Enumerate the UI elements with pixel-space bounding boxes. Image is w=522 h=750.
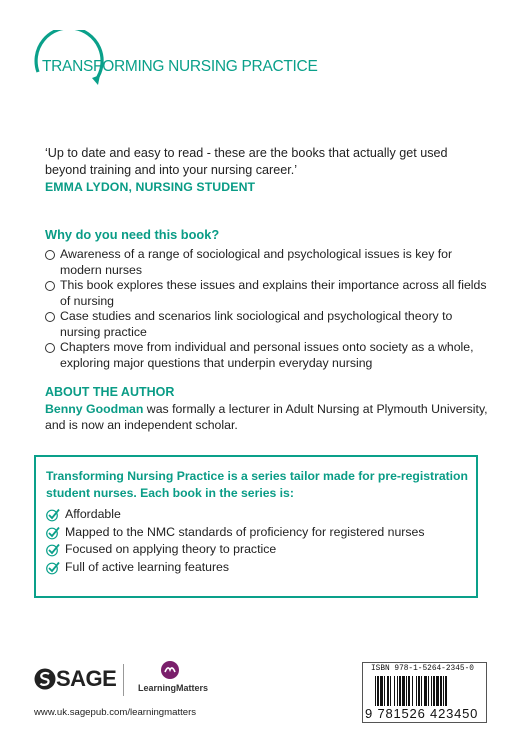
checkmark-icon: [46, 543, 60, 557]
about-text: [45, 401, 495, 433]
circle-bullet-icon: [45, 281, 55, 291]
barcode-number: 9 781526 423450: [365, 706, 479, 721]
list-item-text: Case studies and scenarios link sociological and psychological theory to nursing practice: [60, 309, 453, 339]
list-item: [46, 524, 425, 542]
barcode-bar: [416, 676, 417, 706]
barcode-bar: [443, 676, 444, 706]
barcode-bar: [428, 676, 429, 706]
barcode-bar: [421, 676, 422, 706]
barcode-bar: [399, 676, 401, 706]
barcode-bar: [412, 676, 413, 706]
isbn-label: ISBN 978-1-5264-2345-0: [371, 665, 474, 673]
circle-bullet-icon: [45, 343, 55, 353]
checkmark-icon: [46, 526, 60, 540]
list-item-text: This book explores these issues and explains their importance across all fields of nursing: [60, 278, 487, 308]
publisher-url: www.uk.sagepub.com/learningmatters: [34, 707, 197, 718]
barcode-bar: [380, 676, 383, 706]
list-item: [46, 559, 425, 577]
barcode-bar: [408, 676, 410, 706]
checkmark-icon: [46, 561, 60, 575]
list-item-text: Full of active learning features: [65, 559, 230, 574]
list-item-text: Mapped to the NMC standards of proficiency for registered nurses: [65, 524, 425, 539]
list-item: [46, 506, 425, 524]
list-item: [46, 541, 425, 559]
about-heading: ABOUT THE AUTHOR: [45, 385, 175, 399]
list-item-text: Chapters move from individual and personal issues onto society as a whole, exploring major questions that underpin everyday nursing: [60, 340, 474, 370]
barcode-bar: [406, 676, 407, 706]
feature-list: [46, 506, 425, 576]
circle-bullet-icon: [45, 312, 55, 322]
logo-divider: [123, 664, 124, 696]
list-item-text: Focused on applying theory to practice: [65, 542, 277, 556]
list-item: [45, 309, 495, 340]
circle-bullet-icon: [45, 250, 55, 260]
barcode-bar: [418, 676, 420, 706]
barcode-bar: [377, 676, 379, 706]
sage-wordmark: SAGE: [56, 666, 117, 691]
learning-matters-wordmark: LearningMatters: [138, 683, 209, 693]
barcode-bar: [424, 676, 427, 706]
list-item-text: Awareness of a range of sociological and psychological issues is key for modern nurses: [60, 247, 453, 277]
barcode-bar: [397, 676, 398, 706]
barcode-bar: [390, 676, 391, 706]
barcode-bar: [440, 676, 442, 706]
series-title: TRANSFORMING NURSING PRACTICE: [42, 58, 318, 75]
barcode-bar: [384, 676, 385, 706]
barcode-bars: [375, 676, 480, 706]
barcode-bar: [445, 676, 447, 706]
barcode-bar: [433, 676, 435, 706]
sage-logo-icon: [34, 668, 56, 690]
series-box-intro: Transforming Nursing Practice is a series tailor made for pre-registration student nurses. Each book in the series is:: [46, 469, 468, 500]
list-item: [45, 340, 495, 371]
author-name: Benny Goodman: [45, 402, 144, 416]
quote-author: EMMA LYDON, NURSING STUDENT: [45, 180, 256, 194]
barcode-bar: [387, 676, 389, 706]
barcode-bar: [431, 676, 432, 706]
list-item: [45, 247, 495, 278]
why-heading: Why do you need this book?: [45, 227, 220, 242]
list-item-text: Affordable: [65, 507, 121, 521]
barcode-bar: [402, 676, 405, 706]
learning-matters-logo-icon: [160, 660, 180, 680]
barcode-bar: [436, 676, 439, 706]
about-body: was formally a lecturer in Adult Nursing at Plymouth University, and is now an independent scholar.: [45, 402, 488, 432]
barcode-bar: [394, 676, 395, 706]
barcode-bar: [375, 676, 376, 706]
checkmark-icon: [46, 508, 60, 522]
why-list: [45, 247, 495, 371]
review-quote: ‘Up to date and easy to read - these are the books that actually get used beyond training and into your nursing career.’: [45, 146, 448, 177]
list-item: [45, 278, 495, 309]
